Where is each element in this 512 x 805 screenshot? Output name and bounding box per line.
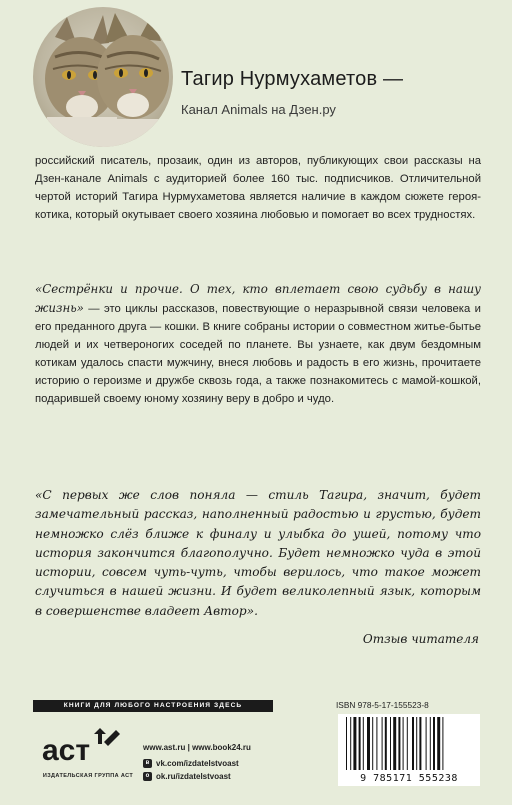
book-title: «Сестрёнки и прочие. О тех, кто вплетает свою судьбу в нашу жизнь» (35, 282, 481, 315)
reader-review-quote: «С первых же слов поняла — стиль Тагира, значит, будет замечательный рассказ, наполненный радостью и грустью, будет немножко слёз ближе к финалу и улыбка до ушей, потому что история закончится благополучно. Будет немножко чуда в этой истории, совсем чуть-чуть, чтобы верилось, что такое может случиться в нашей жизни. И будет великолепный язык, которым в совершенстве владеет Автор». (35, 488, 481, 618)
ast-logo (38, 724, 138, 777)
book-annotation (35, 280, 481, 408)
book-description: — это циклы рассказов, повествующие о неразрывной связи человека и его преданного друга — кошки. В книге собраны истории о совместном житье-бытье людей и их четвероногих соседей по планете. Вы узнаете, как двум бездомным котикам удалось спасти мужчину, внеся любовь и радость в его жизнь, прочитаете историю о героизме и дружбе сквозь года, а также познакомитесь с мамой-кошкой, подарившей своему юному хозяину веру в добро и чудо. (35, 303, 481, 405)
vk-link[interactable] (143, 759, 239, 768)
author-bio: российский писатель, прозаик, один из авторов, публикующих свои рассказы на Дзен-канале Animals с аудиторией более 160 тыс. подписчиков. Отличительной чертой историй Тагира Нурмухаметова является наличие в каждом сюжете героя-котика, который окутывает своего хозяина любовью и помогает во всех трудностях. (35, 155, 481, 221)
cat-photo (33, 7, 173, 147)
barcode-number: 9 785171 555238 (338, 772, 480, 786)
author-name: Тагир Нурмухаметов — (181, 68, 404, 90)
tagline-banner: КНИГИ ДЛЯ ЛЮБОГО НАСТРОЕНИЯ ЗДЕСЬ (33, 700, 273, 712)
review-attribution: Отзыв читателя (362, 632, 479, 646)
publisher-name: ИЗДАТЕЛЬСКАЯ ГРУППА АСТ (42, 773, 134, 779)
author-channel: Канал Animals на Дзен.ру (181, 102, 336, 117)
ok-icon: о (143, 772, 152, 781)
ok-link-text: ok.ru/izdatelstvoast (156, 772, 231, 781)
barcode (338, 714, 480, 772)
isbn-label: ISBN 978-5-17-155523-8 (336, 700, 429, 710)
ast-logo-text: аст (42, 734, 91, 767)
ok-link[interactable] (143, 772, 231, 781)
vk-icon: в (143, 759, 152, 768)
vk-link-text: vk.com/izdatelstvoast (156, 759, 239, 768)
publisher-sites[interactable]: www.ast.ru | www.book24.ru (143, 743, 251, 752)
